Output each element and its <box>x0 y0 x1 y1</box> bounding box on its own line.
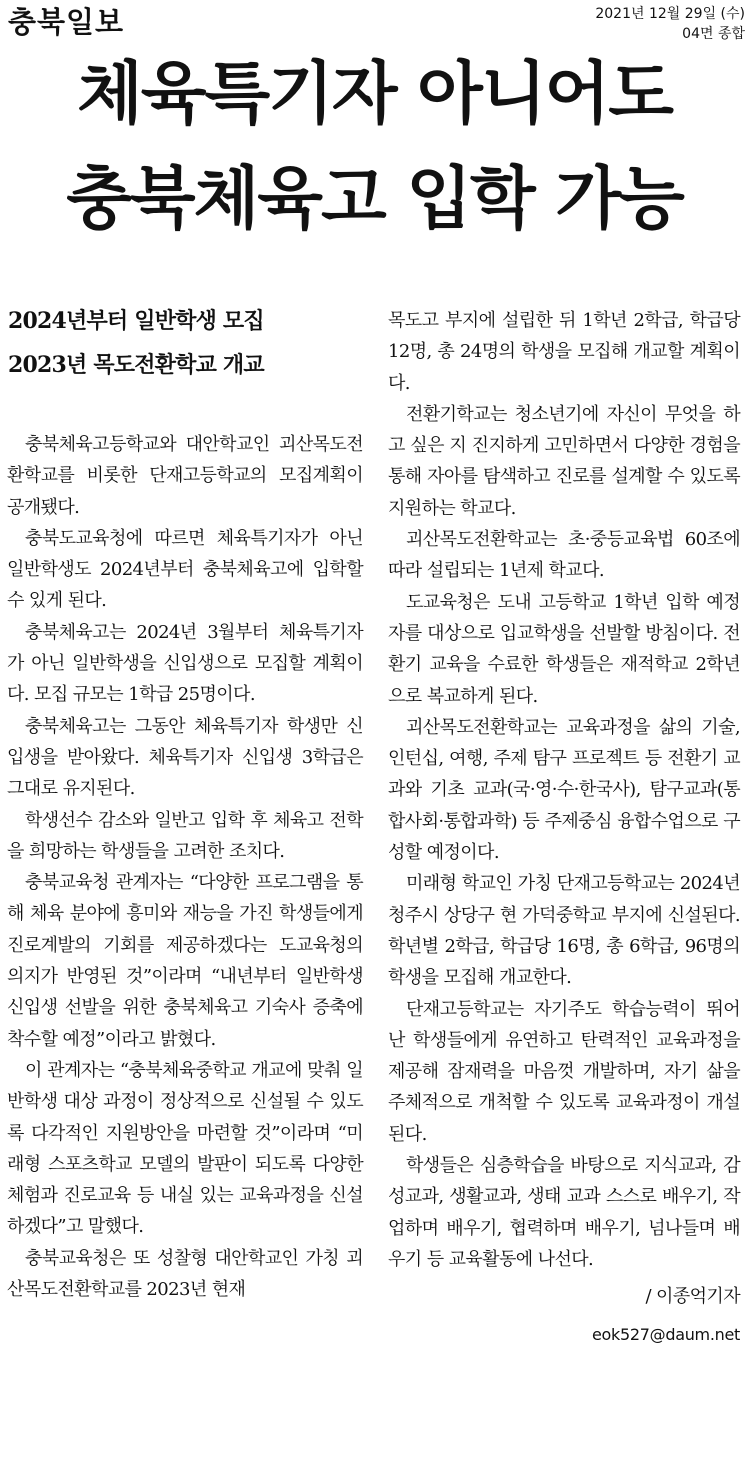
article-paragraph: 이 관계자는 “충북체육중학교 개교에 맞춰 일반학생 대상 과정이 정상적으로 신설될 수 있도록 다각적인 지원방안을 마련할 것”이라며 “미래형 스포츠학교 모델의 발판이 되도록 다양한 체험과 진로교육 등 내실 있는 교육과정을 신설하겠다”고 말했다. <box>7 1059 363 1238</box>
article-paragraph: 충북체육고등학교와 대안학교인 괴산목도전환학교를 비롯한 단재고등학교의 모집계획이 공개됐다. <box>7 434 363 518</box>
article-paragraph: 충북도교육청에 따르면 체육특기자가 아닌 일반학생도 2024년부터 충북체육고에 입학할 수 있게 된다. <box>7 527 363 612</box>
article-paragraph-continued: 목도고 부지에 설립한 뒤 1학년 2학급, 학급당 12명, 총 24명의 학생을 모집해 개교할 계획이다. <box>388 310 740 394</box>
article-paragraph: 충북체육고는 그동안 체육특기자 학생만 신입생을 받아왔다. 체육특기자 신입생 3학급은 그대로 유지된다. <box>7 715 363 800</box>
headline-line-1: 체육특기자 아니어도 <box>77 55 672 134</box>
article-paragraph: 전환기학교는 청소년기에 자신이 무엇을 하고 싶은 지 진지하게 고민하면서 다양한 경험을 통해 자아를 탐색하고 진로를 설계할 수 있도록 지원하는 학교다. <box>388 403 740 519</box>
article-paragraph: 괴산목도전환학교는 교육과정을 삶의 기술, 인턴십, 여행, 주제 탐구 프로젝트 등 전환기 교과와 기초 교과(국·영·수·한국사), 탐구교과(통합사회·통합과학) 등 주제중심 융합수업으로 구성할 예정이다. <box>388 716 740 864</box>
subheading-2: 2023년 목도전환학교 개교 <box>8 352 264 378</box>
reporter-byline: / 이종억기자 <box>645 1286 740 1308</box>
page-section: 04면 종합 <box>682 26 745 42</box>
article-column-right <box>388 305 740 1347</box>
article-paragraph: 학생선수 감소와 일반고 입학 후 체육고 전학을 희망하는 학생들을 고려한 조치다. <box>7 809 363 862</box>
article-paragraph: 도교육청은 도내 고등학교 1학년 입학 예정자를 대상으로 입교학생을 선발할 방침이다. 전환기 교육을 수료한 학생들은 재적학교 2학년으로 복교하게 된다. <box>388 591 740 707</box>
article-paragraph: 학생들은 심층학습을 바탕으로 지식교과, 감성교과, 생활교과, 생태 교과 스스로 배우기, 작업하며 배우기, 협력하며 배우기, 넘나들며 배우기 등 교육활동에 나선다. <box>388 1155 740 1270</box>
headline-line-2: 충북체육고 입학 가능 <box>66 160 683 239</box>
article-paragraph: 충북체육고는 2024년 3월부터 체육특기자가 아닌 일반학생을 신입생으로 모집할 계획이다. 모집 규모는 1학급 25명이다. <box>7 621 363 706</box>
newspaper-masthead: 충북일보 <box>8 5 125 39</box>
article-paragraph: 충북교육청은 또 성찰형 대안학교인 가칭 괴산목도전환학교를 2023년 현재 <box>7 1247 363 1301</box>
article-paragraph: 단재고등학교는 자기주도 학습능력이 뛰어난 학생들에게 유연하고 탄력적인 교육과정을 제공해 잠재력을 마음껏 개발하며, 자기 삶을 주체적으로 개척할 수 있도록 교육과정이 개설된다. <box>388 998 740 1145</box>
article-column-left <box>7 429 363 1305</box>
article-paragraph: 충북교육청 관계자는 “다양한 프로그램을 통해 체육 분야에 흥미와 재능을 가진 학생들에게 진로계발의 기회를 제공하겠다는 도교육청의 의지가 반영된 것”이라며 “내년부터 일반학생 신입생 선발을 위한 충북체육고 기숙사 증축에 착수할 예정”이라고 밝혔다. <box>7 872 363 1050</box>
subheading-1: 2024년부터 일반학생 모집 <box>8 308 264 334</box>
issue-date: 2021년 12월 29일 (수) <box>595 6 745 22</box>
article-paragraph: 괴산목도전환학교는 초·중등교육법 60조에 따라 설립되는 1년제 학교다. <box>388 529 740 582</box>
reporter-email: eok527@daum.net <box>592 1325 740 1345</box>
issue-meta <box>595 4 745 44</box>
article-paragraph: 미래형 학교인 가칭 단재고등학교는 2024년 청주시 상당구 현 가덕중학교 부지에 신설된다. 학년별 2학급, 학급당 16명, 총 6학급, 96명의 학생을 모집해 개교한다. <box>388 873 740 989</box>
subheadings <box>8 299 368 387</box>
